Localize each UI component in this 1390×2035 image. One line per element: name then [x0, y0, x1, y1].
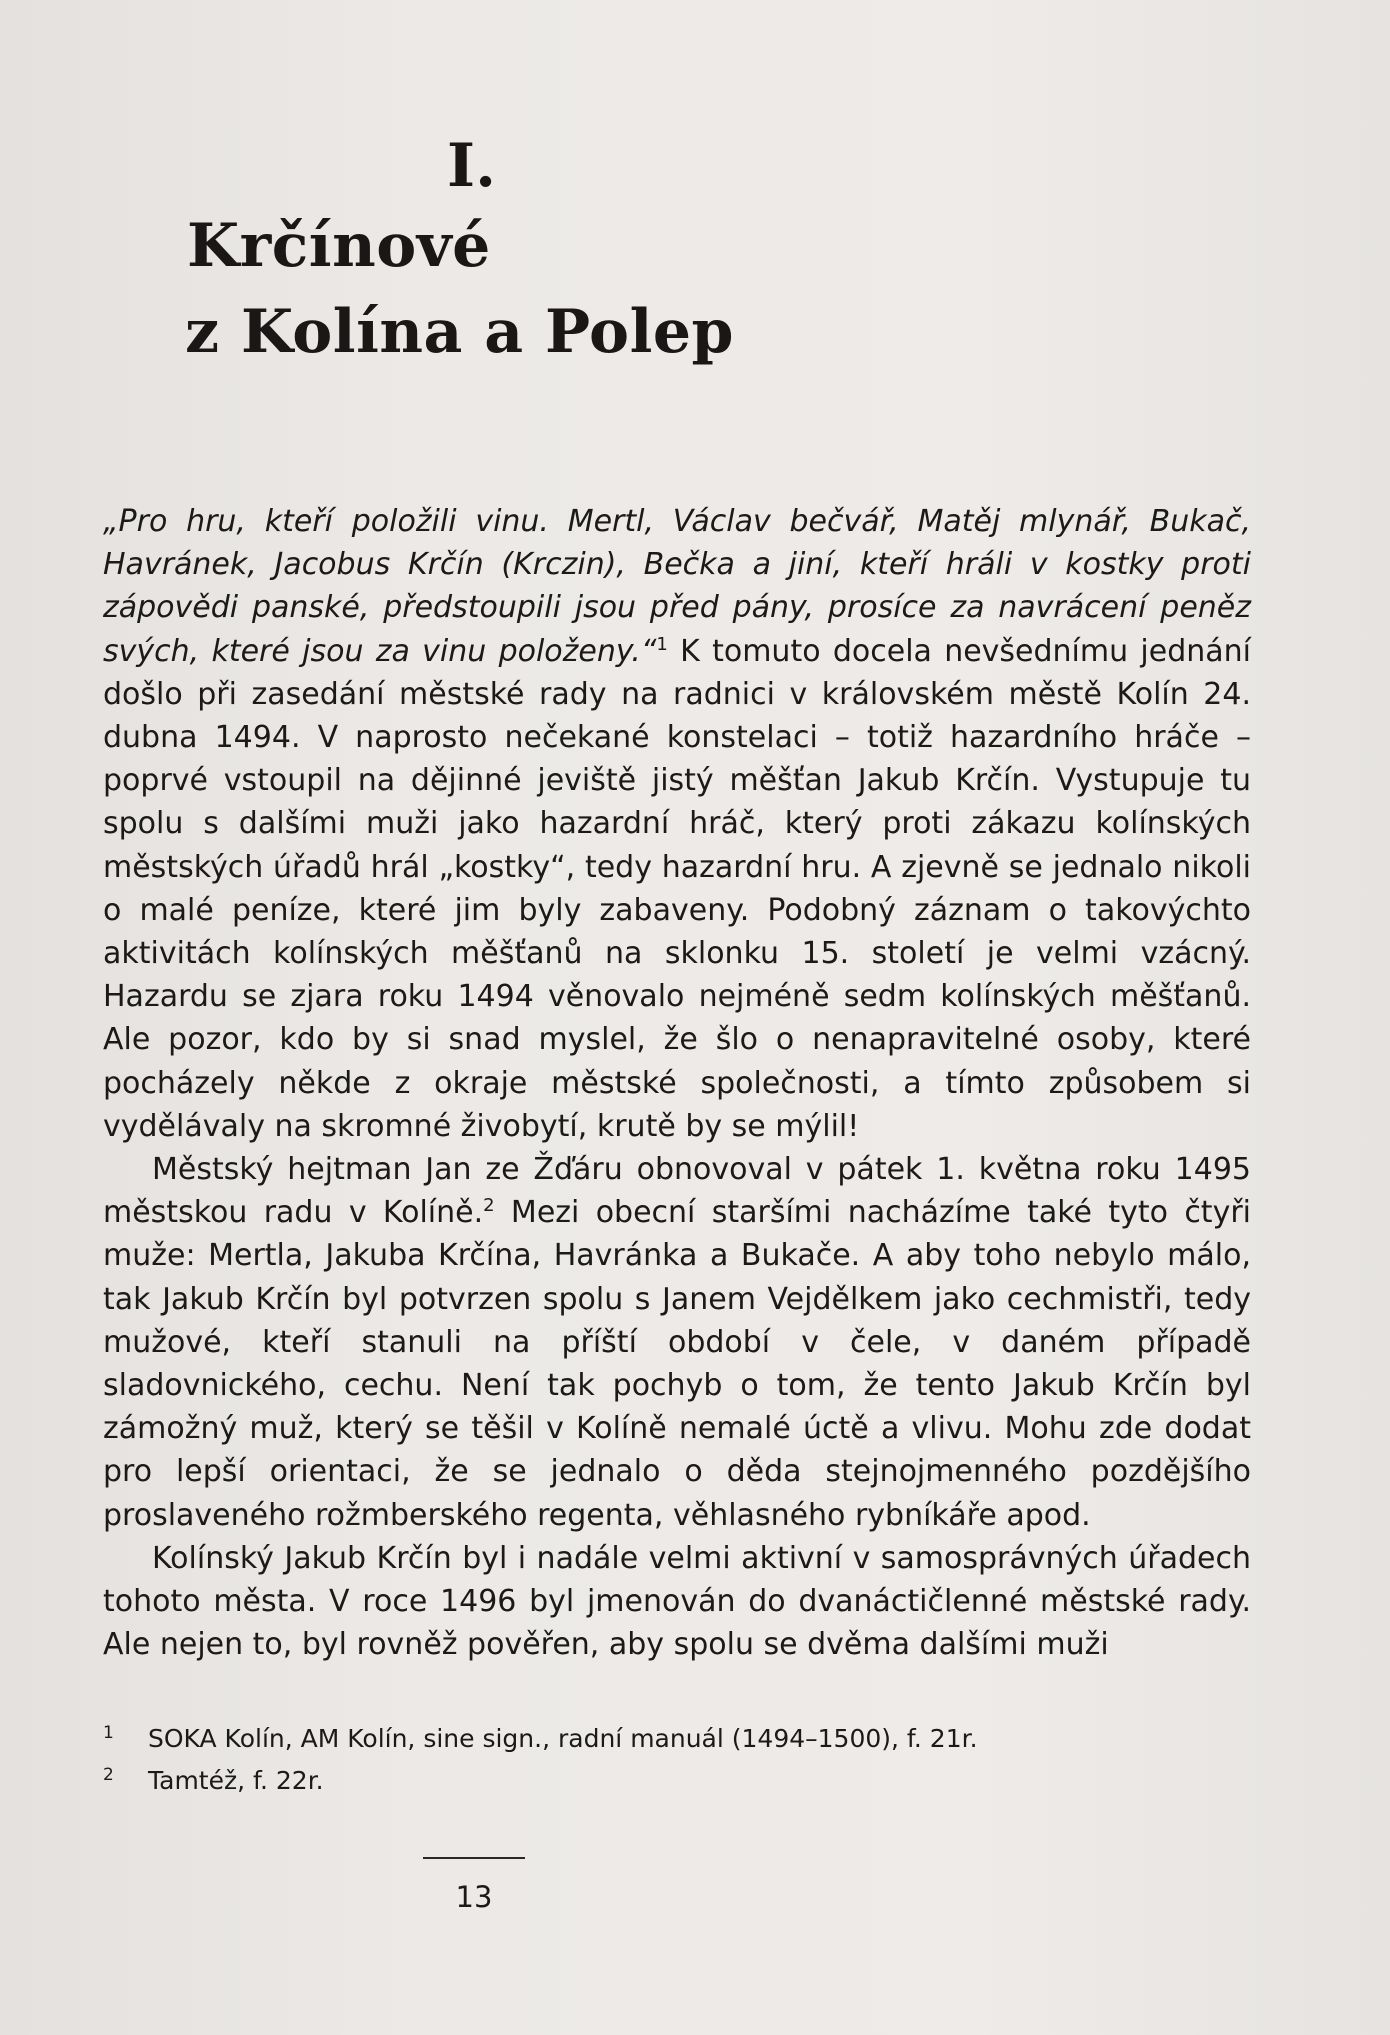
paragraph-1-text: K tomuto docela nevšednímu jednání došlo při zasedání městské rady na radnici v královském městě Kolín 24. dubna 1494. V naprosto nečekané konstelaci – totiž hazardního hráče – poprvé vstoupil na dějinné jeviště jistý měšťan Jakub Krčín. Vystupuje tu spolu s dalšími muži jako hazardní hráč, který proti zákazu kolínských městských úřadů hrál „kostky“, tedy hazardní hru. A zjevně se jednalo nikoli o malé peníze, které jim byly zabaveny. Podobný záznam o takovýchto aktivitách kolínských měšťanů na sklonku 15. století je velmi vzácný. Hazardu se zjara roku 1494 věnovalo nejméně sedm kolínských měšťanů. Ale pozor, kdo by si snad myslel, že šlo o nenapravitelné osoby, které pocházely někde z okraje městské společnosti, a tímto způsobem si vydělávaly na skromné živobytí, krutě by se mýlil! [103, 633, 1252, 1144]
chapter-number: I. [447, 131, 496, 202]
chapter-heading [185, 129, 885, 375]
footnote-2 [103, 1760, 1251, 1802]
page-number: 13 [455, 1880, 493, 1914]
footnote-ref-1: 1 [656, 633, 668, 655]
footnote-mark: 2 [103, 1765, 114, 1785]
paragraph-3-text: Kolínský Jakub Krčín byl i nadále velmi aktivní v samosprávných úřadech tohoto města. V roce 1496 byl jmenován do dvanáctičlenné městské rady. Ale nejen to, byl rovněž pověřen, aby spolu se dvěma dalšími muži [103, 1540, 1251, 1663]
chapter-title-line-1: Krčínové [187, 211, 491, 282]
body-text [103, 500, 1251, 1666]
opening-quote: „Pro hru, kteří položili vinu. Mertl, Václav bečvář, Matěj mlynář, Bukač, Havránek, Jacobus Krčín (Krczin), Bečka a jiní, kteří hráli v kostky proti zápovědi panské, předstoupili jsou před pány, prosíce za navrácení peněz svých, které jsou za vinu položeny.“ [103, 504, 1251, 669]
footnotes [103, 1718, 1251, 1802]
footnote-text: SOKA Kolín, AM Kolín, sine sign., radní manuál (1494–1500), f. 21r. [148, 1724, 978, 1753]
paragraph-2-text-after: Mezi obecní staršími nacházíme také tyto čtyři muže: Mertla, Jakuba Krčína, Havránka a Bukače. A aby toho nebylo málo, tak Jakub Krčín byl potvrzen spolu s Janem Vejdělkem jako cechmistři, tedy mužové, kteří stanuli na příští období v čele, v daném případě sladovnického, cechu. Není tak pochyb o tom, že tento Jakub Krčín byl zámožný muž, který se těšil v Kolíně nemalé úctě a vlivu. Mohu zde dodat pro lepší orientaci, že se jednalo o děda stejnojmenného pozdějšího proslaveného rožmberského regenta, věhlasného rybníkáře apod. [103, 1195, 1251, 1533]
footnote-mark: 1 [103, 1723, 114, 1743]
footnote-1 [103, 1718, 1251, 1760]
paragraph-2-text-before: Městský hejtman Jan ze Žďáru obnovoval v pátek 1. května roku 1495 městskou radu v Kolíně. [103, 1152, 1251, 1231]
paragraph-3 [103, 1537, 1251, 1667]
footnote-text: Tamtéž, f. 22r. [148, 1766, 324, 1795]
paragraph-2 [103, 1148, 1251, 1537]
page-number-rule [423, 1857, 525, 1859]
chapter-title-line-2: z Kolína a Polep [185, 297, 734, 368]
paragraph-1 [103, 500, 1251, 1148]
footnote-ref-2: 2 [483, 1195, 495, 1217]
